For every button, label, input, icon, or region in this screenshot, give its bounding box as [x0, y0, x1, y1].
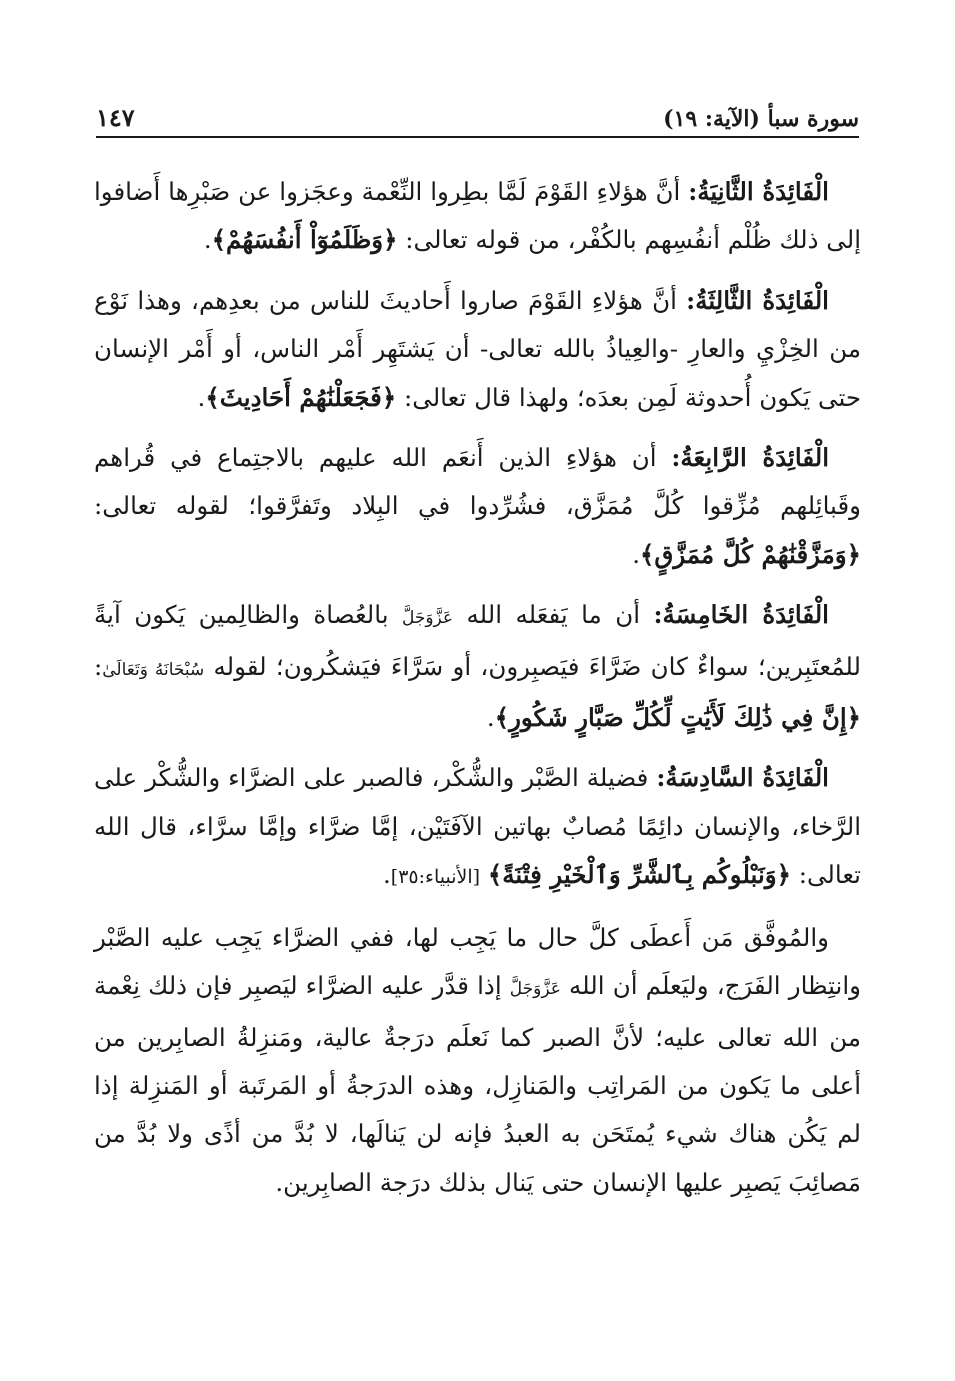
running-title: سورة سبأ (الآية: ١٩) [663, 106, 859, 132]
paragraph-benefit-5 [94, 591, 861, 742]
verse-reference: [الأنبياء:٣٥] [390, 866, 481, 889]
paragraph-text: والمُوفَّق مَن أَعطَى كلَّ حال ما يَجِب لها، ففي الضرَّاء يَجِب عليه الصَّبْر وانتِظار الفَرَج، وليَعلَم أن الله [94, 922, 861, 1001]
paragraph-text: فضيلة الصَّبْر والشُّكْر، فالصبر على الضرَّاء والشُّكْر على الرَّخاء، والإنسان دائِمًا مُصابٌ بهاتين الآفَتَيْن، إمَّا ضرَّاء وإمَّا سرَّاء، قال الله تعالى: [94, 763, 861, 890]
paragraph-text: أنَّ هؤلاءِ القَوْمَ لَمَّا بطِروا النِّعْمة وعجَزوا عن صَبْرِها أَضافوا إلى ذلك ظُلْم أنفُسِهم بالكُفْر، من قوله تعالى: [94, 177, 861, 255]
punctuation: . [486, 703, 495, 733]
paragraph-text: بالعُصاة والظالِمين يَكون آيةً للمُعتَبِرين؛ سواءٌ كان ضَرَّاءَ فيَصبِرون، أو سَرَّاءَ فيَشكُرون؛ لقوله [94, 600, 861, 681]
quran-quote: ﴿فَجَعَلْنَٰهُمْ أَحَادِيثَ﴾ [205, 382, 397, 412]
punctuation: . [203, 225, 212, 255]
honorific: عَزَّوَجَلَّ [509, 979, 561, 1000]
paragraph-closing [94, 914, 861, 1207]
paragraph-benefit-3 [94, 277, 861, 422]
header-rule [96, 136, 859, 138]
paragraph-benefit-6 [94, 754, 861, 901]
paragraph-title: الْفَائِدَةُ الرَّابِعَةُ: [671, 443, 830, 473]
quran-quote: ﴿وَظَلَمُوٓاْ أَنفُسَهُمْ﴾ [211, 225, 398, 255]
page-header [96, 98, 859, 132]
quran-quote: ﴿إِنَّ فِي ذَٰلِكَ لَأَيَٰتٍ لِّكُلِّ صَبَّارٍ شَكُورٍ﴾ [494, 703, 861, 733]
paragraph-title: الْفَائِدَةُ الثَّالِثَةُ: [686, 285, 829, 315]
paragraph-title: الْفَائِدَةُ الثَّانِيَةُ: [688, 177, 829, 206]
paragraph-benefit-4 [94, 434, 861, 579]
punctuation: . [197, 382, 206, 412]
paragraph-text: إذا قدَّر عليه الضرَّاء ليَصبِر فإن ذلك نِعْمة من الله تعالى عليه؛ لأنَّ الصبر كما نَعلَم درَجةٌ عالية، ومَنزِلةُ الصابِرين من أعلى ما يَكون من المَراتِب والمَنازِل، وهذه الدرَجةُ أو المَرتَبة أو المَنزِلة إذا لم يَكُن هناك شيء يُمتَحَن به العبدُ فإنه لن يَنالَها، لا بُدَّ من أذًى ولا بُدَّ من مَصائِبَ يَصبِر عليها الإنسان حتى يَنال بذلك درَجة الصابِرين. [94, 971, 861, 1197]
paragraph-text: أن هؤلاءِ الذين أَنعَم الله عليهم بالاجتِماع في قُراهم وقَبائِلهم مُزِّقوا كُلَّ مُمَزَّق، فشُرِّدوا في البِلاد وتَفرَّقوا؛ لقوله تعالى: [94, 443, 861, 521]
honorific: سُبْحَانَهُ وَتَعَالَىٰ [102, 659, 205, 680]
punctuation: : [94, 651, 103, 681]
page-number: ١٤٧ [96, 103, 135, 132]
quran-quote: ﴿وَنَبْلُوكُم بِٱلشَّرِّ وَٱلْخَيْرِ فِتْنَةً﴾ [487, 860, 791, 890]
paragraph-text: أن ما يَفعَله الله [466, 600, 641, 630]
punctuation: . [382, 860, 391, 890]
body-text [94, 168, 861, 1219]
honorific: عَزَّوَجَلَّ [401, 608, 454, 629]
paragraph-benefit-2 [94, 168, 861, 265]
paragraph-text: أنَّ هؤلاءِ القَوْمَ صاروا أَحاديثَ للناس من بعدِهم، وهذا نَوْع من الخِزْيِ والعارِ -والعِياذُ بالله تعالى- أن يَشتَهِر أَمْر الناس، أو أَمْر الإنسان حتى يَكون أُحدوثة لَمِن بعدَه؛ ولهذا قال تعالى: [94, 285, 861, 412]
paragraph-title: الْفَائِدَةُ الخَامِسَةُ: [653, 600, 829, 630]
paragraph-title: الْفَائِدَةُ السَّادِسَةُ: [656, 763, 829, 793]
punctuation: . [632, 539, 641, 569]
quran-quote: ﴿وَمَزَّقْنَٰهُمْ كُلَّ مُمَزَّقٍ﴾ [640, 539, 861, 569]
